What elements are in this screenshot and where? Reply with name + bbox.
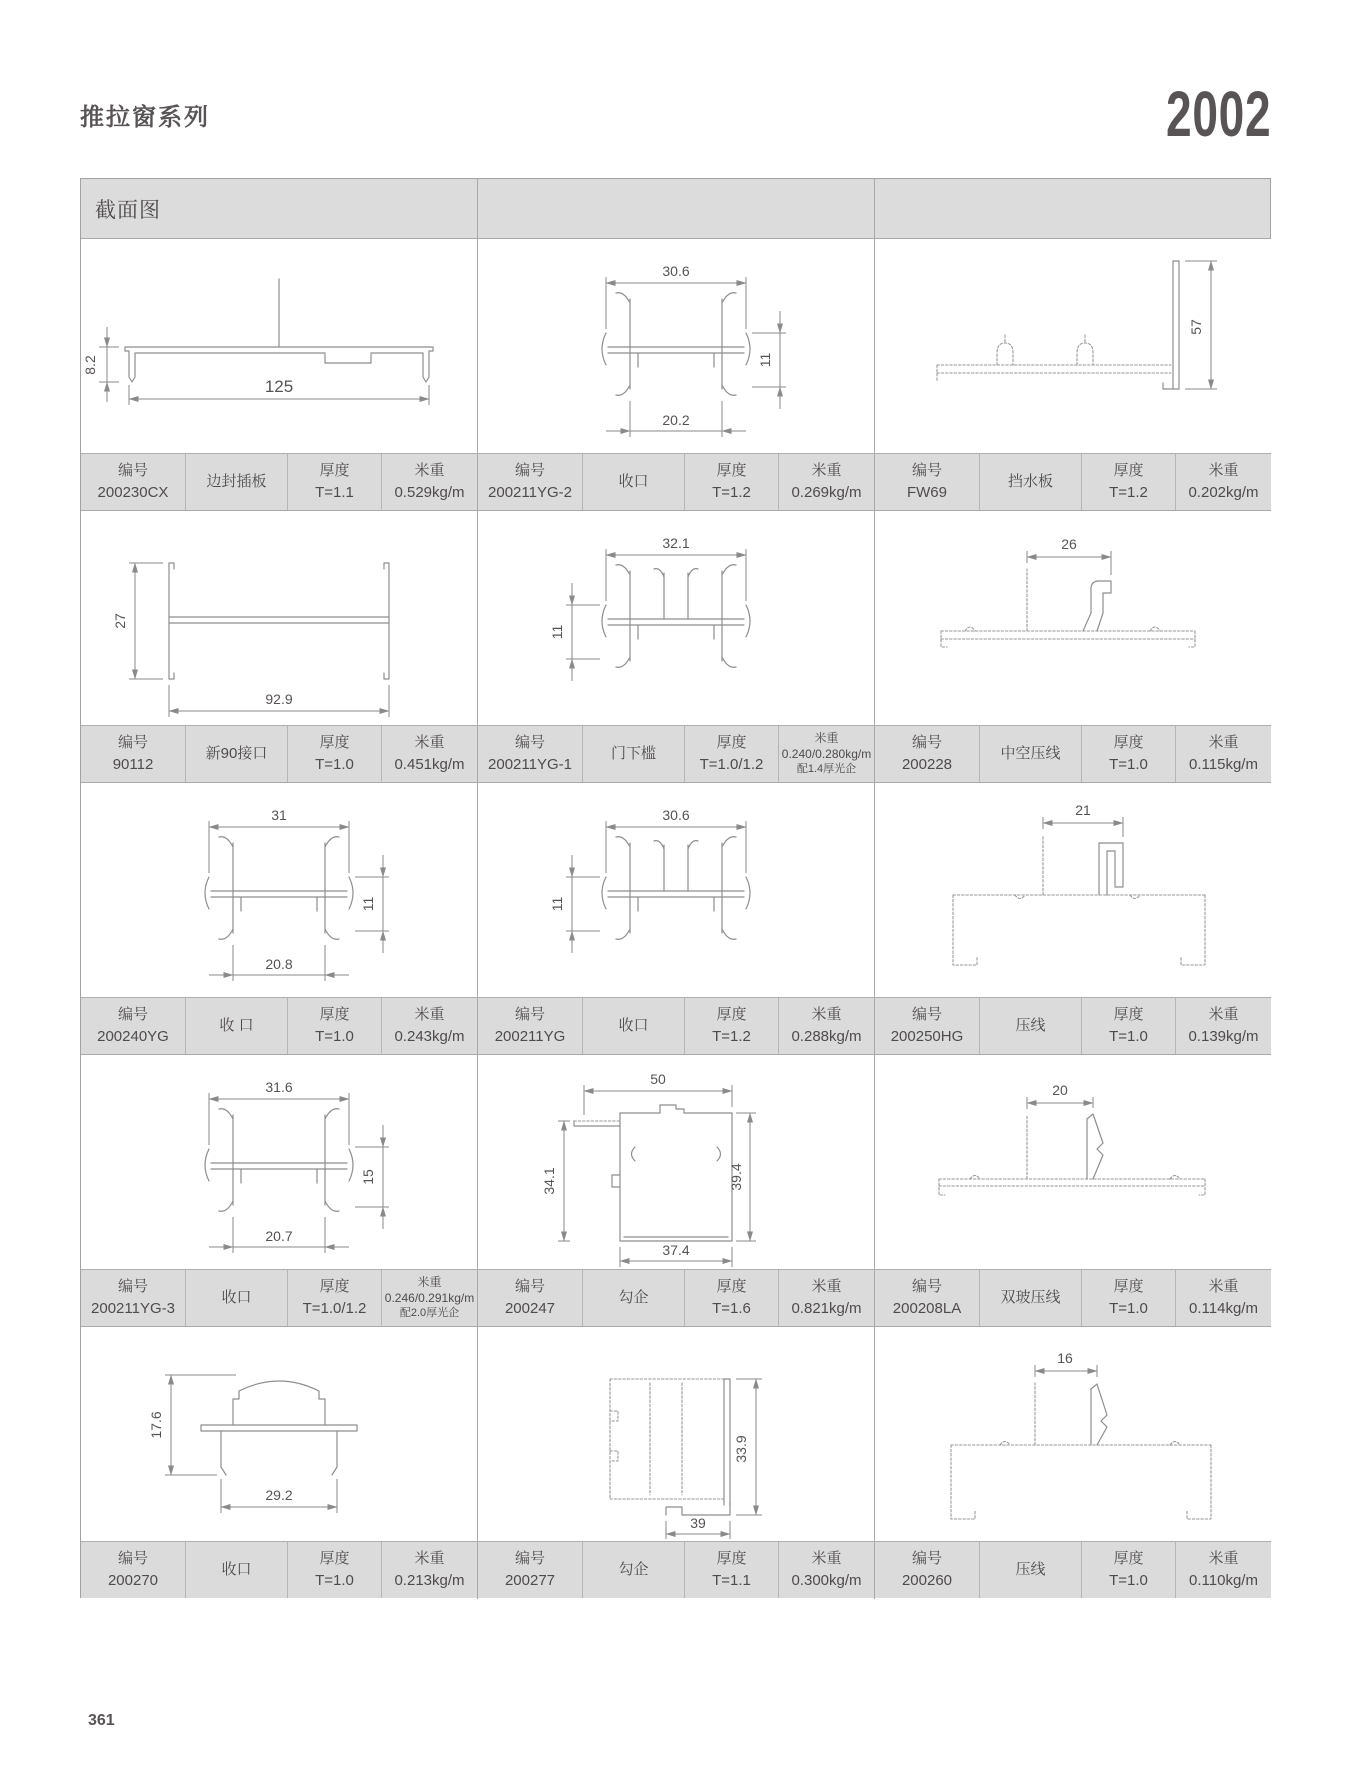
- profile-cell-200270: [81, 1327, 477, 1599]
- dim-label: 15: [360, 1169, 376, 1185]
- profile-cell-90112: [81, 511, 477, 782]
- dim-label: 11: [549, 896, 565, 912]
- code-value: 200228: [901, 756, 953, 773]
- weight-label: 米重: [414, 734, 445, 752]
- table-row: [81, 783, 1270, 1055]
- name-cell: [185, 1270, 287, 1326]
- thickness-value: T=1.2: [1109, 484, 1148, 501]
- profile-drawing-FW69: [875, 239, 1271, 453]
- profile-drawing-200250HG: [875, 783, 1271, 997]
- section-drawing: [81, 783, 477, 997]
- thickness-value: T=1.2: [712, 484, 751, 501]
- name-cell: [185, 1542, 287, 1598]
- profile-drawing-200211YG-2: [478, 239, 874, 453]
- dim-label: 11: [757, 352, 773, 368]
- code-label: 编号: [117, 1006, 148, 1024]
- name-cell: [979, 726, 1081, 782]
- weight-note: 配2.0厚光企: [399, 1307, 460, 1320]
- weight-value: 0.246/0.291kg/m: [384, 1290, 475, 1305]
- name-cell: [582, 1270, 684, 1326]
- weight-value: 0.114kg/m: [1189, 1300, 1258, 1317]
- profile-drawing-200208LA: [875, 1055, 1271, 1269]
- weight-label: 米重: [1208, 1550, 1239, 1568]
- dim-label: 30.6: [662, 263, 690, 279]
- profile-name: 压线: [1015, 1561, 1046, 1579]
- spec-strip: [478, 725, 874, 782]
- thickness-cell: [684, 726, 778, 782]
- spec-strip: [478, 453, 874, 510]
- table-row: [81, 1055, 1270, 1327]
- code-label: 编号: [514, 734, 545, 752]
- weight-value: 0.139kg/m: [1188, 1028, 1259, 1045]
- profile-cell-200260: [874, 1327, 1271, 1599]
- code-value: 200211YG: [494, 1028, 566, 1045]
- profile-cell-200211YG-1: [477, 511, 874, 782]
- weight-label: 米重: [1208, 462, 1239, 480]
- profile-drawing-200240YG: [81, 783, 477, 997]
- profile-cell-200211YG-2: [477, 239, 874, 510]
- code-cell: [875, 998, 979, 1054]
- weight-cell: [778, 726, 874, 782]
- profile-name: 收口: [221, 1289, 252, 1307]
- dim-label: 57: [1188, 319, 1204, 335]
- profile-cell-200247: [477, 1055, 874, 1326]
- profile-name: 勾企: [618, 1289, 649, 1307]
- dim-label: 26: [1061, 536, 1077, 552]
- section-drawing: [81, 1327, 477, 1541]
- thickness-cell: [684, 1270, 778, 1326]
- profile-name: 门下槛: [610, 745, 656, 763]
- profile-cell-200230CX: [81, 239, 477, 510]
- section-header-label: 截面图: [95, 198, 161, 222]
- weight-value: 0.451kg/m: [394, 756, 465, 773]
- thickness-cell: [287, 454, 381, 510]
- dim-label: 39: [690, 1515, 706, 1531]
- profile-name: 勾企: [618, 1561, 649, 1579]
- dim-label: 11: [549, 624, 565, 640]
- thickness-label: 厚度: [716, 1550, 747, 1568]
- profile-name: 新90接口: [205, 745, 268, 763]
- thickness-label: 厚度: [716, 1278, 747, 1296]
- profile-cell-200250HG: [874, 783, 1271, 1054]
- thickness-label: 厚度: [716, 1006, 747, 1024]
- thickness-label: 厚度: [716, 462, 747, 480]
- code-label: 编号: [117, 462, 148, 480]
- profile-cell-200277: [477, 1327, 874, 1599]
- weight-cell: [381, 998, 477, 1054]
- section-drawing: [875, 783, 1271, 997]
- dim-label: 31.6: [265, 1079, 293, 1095]
- code-label: 编号: [911, 1278, 942, 1296]
- code-cell: [81, 1542, 185, 1598]
- weight-label: 米重: [811, 462, 842, 480]
- dim-label: 27: [112, 613, 128, 629]
- thickness-label: 厚度: [1113, 734, 1144, 752]
- code-cell: [875, 454, 979, 510]
- name-cell: [979, 1270, 1081, 1326]
- code-value: 200208LA: [892, 1300, 962, 1317]
- weight-value: 0.213kg/m: [394, 1572, 465, 1589]
- code-cell: [478, 1270, 582, 1326]
- dim-label: 20: [1052, 1082, 1068, 1098]
- weight-label: 米重: [1208, 1278, 1239, 1296]
- name-cell: [582, 998, 684, 1054]
- weight-cell: [778, 998, 874, 1054]
- profile-cell-200228: [874, 511, 1271, 782]
- name-cell: [979, 454, 1081, 510]
- thickness-cell: [287, 726, 381, 782]
- model-number: 2002: [1165, 78, 1271, 150]
- code-value: 200277: [504, 1572, 556, 1589]
- code-label: 编号: [911, 734, 942, 752]
- code-value: 200230CX: [97, 484, 169, 501]
- weight-cell: [381, 454, 477, 510]
- weight-value: 0.110kg/m: [1189, 1572, 1258, 1589]
- series-title: 推拉窗系列: [80, 104, 210, 131]
- thickness-cell: [684, 998, 778, 1054]
- weight-cell: [778, 454, 874, 510]
- code-label: 编号: [911, 462, 942, 480]
- weight-cell: [381, 1270, 477, 1326]
- dim-label: 16: [1057, 1350, 1073, 1366]
- header-cell-empty: [477, 179, 873, 238]
- thickness-value: T=1.0/1.2: [302, 1300, 367, 1317]
- weight-value: 0.202kg/m: [1188, 484, 1259, 501]
- profile-drawing-90112: [81, 511, 477, 725]
- profile-drawing-200211YG-3: [81, 1055, 477, 1269]
- section-drawing: [81, 239, 477, 453]
- weight-cell: [1175, 1542, 1271, 1598]
- profile-drawing-200260: [875, 1327, 1271, 1541]
- name-cell: [185, 998, 287, 1054]
- code-cell: [81, 998, 185, 1054]
- dim-label: 20.7: [265, 1228, 293, 1244]
- thickness-value: T=1.0: [315, 1572, 354, 1589]
- spec-strip: [875, 453, 1271, 510]
- dim-label: 92.9: [265, 691, 293, 707]
- header-cell-empty: [874, 179, 1270, 238]
- code-label: 编号: [514, 1006, 545, 1024]
- thickness-value: T=1.2: [712, 1028, 751, 1045]
- spec-strip: [478, 997, 874, 1054]
- profile-name: 挡水板: [1007, 473, 1053, 491]
- name-cell: [582, 1542, 684, 1598]
- code-value: 200211YG-1: [488, 756, 572, 773]
- code-value: FW69: [906, 484, 947, 501]
- code-value: 200211YG-2: [488, 484, 572, 501]
- profile-cell-200211YG: [477, 783, 874, 1054]
- section-drawing: [875, 1327, 1271, 1541]
- code-cell: [81, 454, 185, 510]
- thickness-cell: [1081, 1270, 1175, 1326]
- dim-label: 32.1: [662, 535, 690, 551]
- dim-label: 29.2: [265, 1487, 293, 1503]
- weight-label: 米重: [1208, 734, 1239, 752]
- weight-label: 米重: [417, 1275, 442, 1290]
- code-value: 200270: [107, 1572, 159, 1589]
- profile-cell-200240YG: [81, 783, 477, 1054]
- profile-drawing-200230CX: [81, 239, 477, 453]
- section-drawing: [478, 1055, 874, 1269]
- code-cell: [875, 1542, 979, 1598]
- dim-label: 8.2: [82, 355, 98, 375]
- name-cell: [582, 454, 684, 510]
- code-cell: [478, 1542, 582, 1598]
- profile-name: 边封插板: [206, 473, 267, 491]
- weight-cell: [778, 1542, 874, 1598]
- code-cell: [478, 998, 582, 1054]
- code-cell: [875, 726, 979, 782]
- name-cell: [979, 998, 1081, 1054]
- thickness-value: T=1.1: [712, 1572, 751, 1589]
- thickness-label: 厚度: [1113, 1006, 1144, 1024]
- code-cell: [875, 1270, 979, 1326]
- thickness-cell: [1081, 726, 1175, 782]
- profile-name: 双玻压线: [1000, 1289, 1061, 1307]
- code-cell: [478, 454, 582, 510]
- code-value: 200240YG: [97, 1028, 169, 1045]
- thickness-label: 厚度: [319, 1006, 350, 1024]
- weight-value: 0.269kg/m: [791, 484, 862, 501]
- name-cell: [185, 454, 287, 510]
- profile-drawing-200211YG-1: [478, 511, 874, 725]
- section-drawing: [478, 511, 874, 725]
- spec-strip: [478, 1541, 874, 1598]
- spec-strip: [875, 1541, 1271, 1598]
- weight-label: 米重: [1208, 1006, 1239, 1024]
- profile-name: 中空压线: [1000, 745, 1061, 763]
- thickness-value: T=1.0: [1109, 1300, 1148, 1317]
- code-value: 200250HG: [890, 1028, 964, 1045]
- thickness-label: 厚度: [319, 1550, 350, 1568]
- section-drawing: [875, 239, 1271, 453]
- weight-cell: [381, 726, 477, 782]
- profile-cell-200211YG-3: [81, 1055, 477, 1326]
- code-cell: [478, 726, 582, 782]
- spec-strip: [875, 725, 1271, 782]
- weight-value: 0.115kg/m: [1189, 756, 1258, 773]
- weight-label: 米重: [811, 1550, 842, 1568]
- thickness-value: T=1.0/1.2: [699, 756, 764, 773]
- code-label: 编号: [117, 734, 148, 752]
- code-label: 编号: [514, 462, 545, 480]
- profile-drawing-200228: [875, 511, 1271, 725]
- weight-cell: [1175, 998, 1271, 1054]
- dim-label: 125: [264, 377, 294, 396]
- spec-strip: [875, 997, 1271, 1054]
- header-cell-section: [81, 179, 477, 238]
- profile-name: 收口: [221, 1561, 252, 1579]
- code-value: 200211YG-3: [91, 1300, 175, 1317]
- code-label: 编号: [911, 1550, 942, 1568]
- spec-strip: [81, 997, 477, 1054]
- dim-label: 11: [360, 896, 376, 912]
- profile-name: 收 口: [219, 1017, 254, 1035]
- code-value: 200247: [504, 1300, 556, 1317]
- spec-table: [80, 178, 1271, 1598]
- thickness-value: T=1.0: [315, 756, 354, 773]
- code-label: 编号: [514, 1278, 545, 1296]
- weight-value: 0.240/0.280kg/m: [781, 746, 872, 761]
- dim-label: 31: [271, 807, 287, 823]
- code-label: 编号: [117, 1550, 148, 1568]
- weight-value: 0.300kg/m: [791, 1572, 862, 1589]
- weight-value: 0.243kg/m: [394, 1028, 465, 1045]
- weight-cell: [1175, 1270, 1271, 1326]
- thickness-label: 厚度: [319, 734, 350, 752]
- spec-strip: [81, 1269, 477, 1326]
- thickness-cell: [1081, 454, 1175, 510]
- weight-note: 配1.4厚光企: [796, 763, 857, 776]
- dim-label: 21: [1075, 802, 1091, 818]
- section-drawing: [478, 1327, 874, 1541]
- code-label: 编号: [117, 1278, 148, 1296]
- profile-cell-FW69: [874, 239, 1271, 510]
- name-cell: [185, 726, 287, 782]
- weight-value: 0.288kg/m: [791, 1028, 862, 1045]
- profile-drawing-200277: [478, 1327, 874, 1541]
- thickness-value: T=1.0: [1109, 1028, 1148, 1045]
- thickness-cell: [684, 454, 778, 510]
- table-row: [81, 1327, 1270, 1599]
- thickness-label: 厚度: [319, 462, 350, 480]
- profile-drawing-200247: [478, 1055, 874, 1269]
- name-cell: [582, 726, 684, 782]
- weight-cell: [381, 1542, 477, 1598]
- weight-label: 米重: [814, 731, 839, 746]
- section-drawing: [81, 511, 477, 725]
- code-label: 编号: [911, 1006, 942, 1024]
- dim-label: 17.6: [148, 1411, 164, 1439]
- section-drawing: [478, 239, 874, 453]
- dim-label: 20.2: [662, 412, 690, 428]
- thickness-cell: [287, 1542, 381, 1598]
- section-drawing: [81, 1055, 477, 1269]
- profile-drawing-200270: [81, 1327, 477, 1541]
- thickness-cell: [1081, 1542, 1175, 1598]
- weight-cell: [1175, 454, 1271, 510]
- code-value: 90112: [112, 756, 154, 773]
- code-cell: [81, 726, 185, 782]
- thickness-value: T=1.6: [712, 1300, 751, 1317]
- spec-strip: [81, 725, 477, 782]
- thickness-cell: [287, 1270, 381, 1326]
- thickness-label: 厚度: [716, 734, 747, 752]
- thickness-cell: [287, 998, 381, 1054]
- dim-label: 37.4: [662, 1242, 690, 1258]
- weight-label: 米重: [811, 1006, 842, 1024]
- dim-label: 20.8: [265, 956, 293, 972]
- code-cell: [81, 1270, 185, 1326]
- table-header-row: [81, 179, 1270, 239]
- thickness-value: T=1.0: [1109, 1572, 1148, 1589]
- code-value: 200260: [901, 1572, 953, 1589]
- page-number: 361: [88, 1712, 115, 1729]
- name-cell: [979, 1542, 1081, 1598]
- section-drawing: [875, 511, 1271, 725]
- thickness-cell: [684, 1542, 778, 1598]
- spec-strip: [81, 453, 477, 510]
- weight-value: 0.529kg/m: [394, 484, 465, 501]
- spec-strip: [478, 1269, 874, 1326]
- dim-label: 50: [650, 1071, 666, 1087]
- table-row: [81, 511, 1270, 783]
- weight-value: 0.821kg/m: [791, 1300, 862, 1317]
- table-row: [81, 239, 1270, 511]
- dim-label: 30.6: [662, 807, 690, 823]
- dim-label: 34.1: [541, 1167, 557, 1195]
- profile-name: 压线: [1015, 1017, 1046, 1035]
- spec-strip: [875, 1269, 1271, 1326]
- dim-label: 39.4: [728, 1163, 744, 1191]
- thickness-label: 厚度: [319, 1278, 350, 1296]
- profile-drawing-200211YG: [478, 783, 874, 997]
- thickness-label: 厚度: [1113, 462, 1144, 480]
- thickness-value: T=1.0: [315, 1028, 354, 1045]
- weight-label: 米重: [414, 462, 445, 480]
- section-drawing: [875, 1055, 1271, 1269]
- profile-name: 收口: [618, 473, 649, 491]
- weight-cell: [1175, 726, 1271, 782]
- spec-strip: [81, 1541, 477, 1598]
- thickness-cell: [1081, 998, 1175, 1054]
- weight-label: 米重: [811, 1278, 842, 1296]
- weight-cell: [778, 1270, 874, 1326]
- section-drawing: [478, 783, 874, 997]
- weight-label: 米重: [414, 1550, 445, 1568]
- profile-cell-200208LA: [874, 1055, 1271, 1326]
- thickness-value: T=1.0: [1109, 756, 1148, 773]
- thickness-label: 厚度: [1113, 1550, 1144, 1568]
- dim-label: 33.9: [733, 1435, 749, 1463]
- thickness-label: 厚度: [1113, 1278, 1144, 1296]
- profile-name: 收口: [618, 1017, 649, 1035]
- thickness-value: T=1.1: [315, 484, 354, 501]
- code-label: 编号: [514, 1550, 545, 1568]
- weight-label: 米重: [414, 1006, 445, 1024]
